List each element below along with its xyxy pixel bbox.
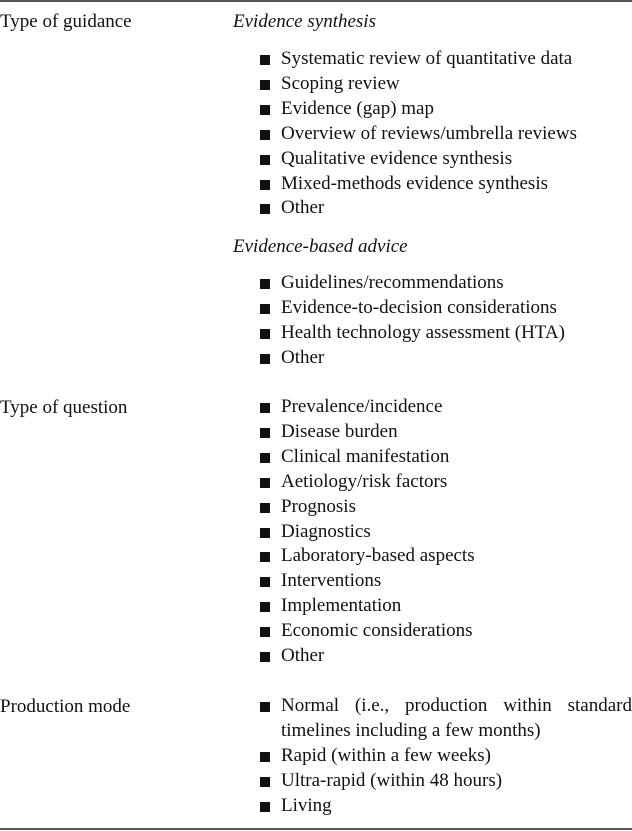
square-bullet-icon <box>260 130 270 140</box>
square-bullet-icon <box>260 602 270 612</box>
square-bullet-icon <box>260 453 270 463</box>
square-bullet-icon <box>260 777 270 787</box>
square-bullet-icon <box>260 55 270 65</box>
list-item: Ultra-rapid (within 48 hours) <box>258 769 632 794</box>
square-bullet-icon <box>260 577 270 587</box>
square-bullet-icon <box>260 279 270 289</box>
square-bullet-icon <box>260 503 270 513</box>
square-bullet-icon <box>260 304 270 314</box>
square-bullet-icon <box>260 652 270 662</box>
list-evidence-based-advice <box>258 271 632 371</box>
list-item: Health technology assessment (HTA) <box>258 321 632 346</box>
list-evidence-synthesis <box>258 47 632 221</box>
square-bullet-icon <box>260 428 270 438</box>
list-item: Economic considerations <box>258 619 632 644</box>
square-bullet-icon <box>260 180 270 190</box>
square-bullet-icon <box>260 752 270 762</box>
list-item: Evidence-to-decision considerations <box>258 296 632 321</box>
table-top-rule <box>0 0 632 2</box>
list-item: Implementation <box>258 594 632 619</box>
list-item: Interventions <box>258 569 632 594</box>
square-bullet-icon <box>260 528 270 538</box>
table-bottom-rule <box>0 828 632 830</box>
list-item: Qualitative evidence synthesis <box>258 147 632 172</box>
list-item: Scoping review <box>258 72 632 97</box>
list-item: Disease burden <box>258 420 632 445</box>
list-item: Other <box>258 644 632 669</box>
square-bullet-icon <box>260 204 270 214</box>
square-bullet-icon <box>260 105 270 115</box>
row-label-type-of-question: Type of question <box>0 397 128 418</box>
square-bullet-icon <box>260 702 270 712</box>
square-bullet-icon <box>260 403 270 413</box>
list-item: Other <box>258 346 632 371</box>
list-item: Aetiology/risk factors <box>258 470 632 495</box>
group-heading-evidence-based-advice: Evidence-based advice <box>233 236 408 257</box>
group-heading-evidence-synthesis: Evidence synthesis <box>233 11 376 32</box>
row-label-type-of-guidance: Type of guidance <box>0 11 132 32</box>
square-bullet-icon <box>260 155 270 165</box>
square-bullet-icon <box>260 478 270 488</box>
list-item: Diagnostics <box>258 520 632 545</box>
square-bullet-icon <box>260 80 270 90</box>
square-bullet-icon <box>260 329 270 339</box>
list-item: Living <box>258 794 632 819</box>
square-bullet-icon <box>260 552 270 562</box>
square-bullet-icon <box>260 802 270 812</box>
list-production-mode <box>258 694 632 819</box>
list-item: Prognosis <box>258 495 632 520</box>
list-item: Prevalence/incidence <box>258 395 632 420</box>
list-item: Clinical manifestation <box>258 445 632 470</box>
list-item: Other <box>258 196 632 221</box>
square-bullet-icon <box>260 354 270 364</box>
list-type-of-question <box>258 395 632 669</box>
list-item: Laboratory-based aspects <box>258 544 632 569</box>
list-item: Systematic review of quantitative data <box>258 47 632 72</box>
list-item: Normal (i.e., production within standard timelines including a few months) <box>258 694 632 744</box>
list-item: Guidelines/recommendations <box>258 271 632 296</box>
row-label-production-mode: Production mode <box>0 696 131 717</box>
square-bullet-icon <box>260 627 270 637</box>
list-item: Mixed-methods evidence synthesis <box>258 172 632 197</box>
list-item: Rapid (within a few weeks) <box>258 744 632 769</box>
list-item: Overview of reviews/umbrella reviews <box>258 122 632 147</box>
list-item: Evidence (gap) map <box>258 97 632 122</box>
